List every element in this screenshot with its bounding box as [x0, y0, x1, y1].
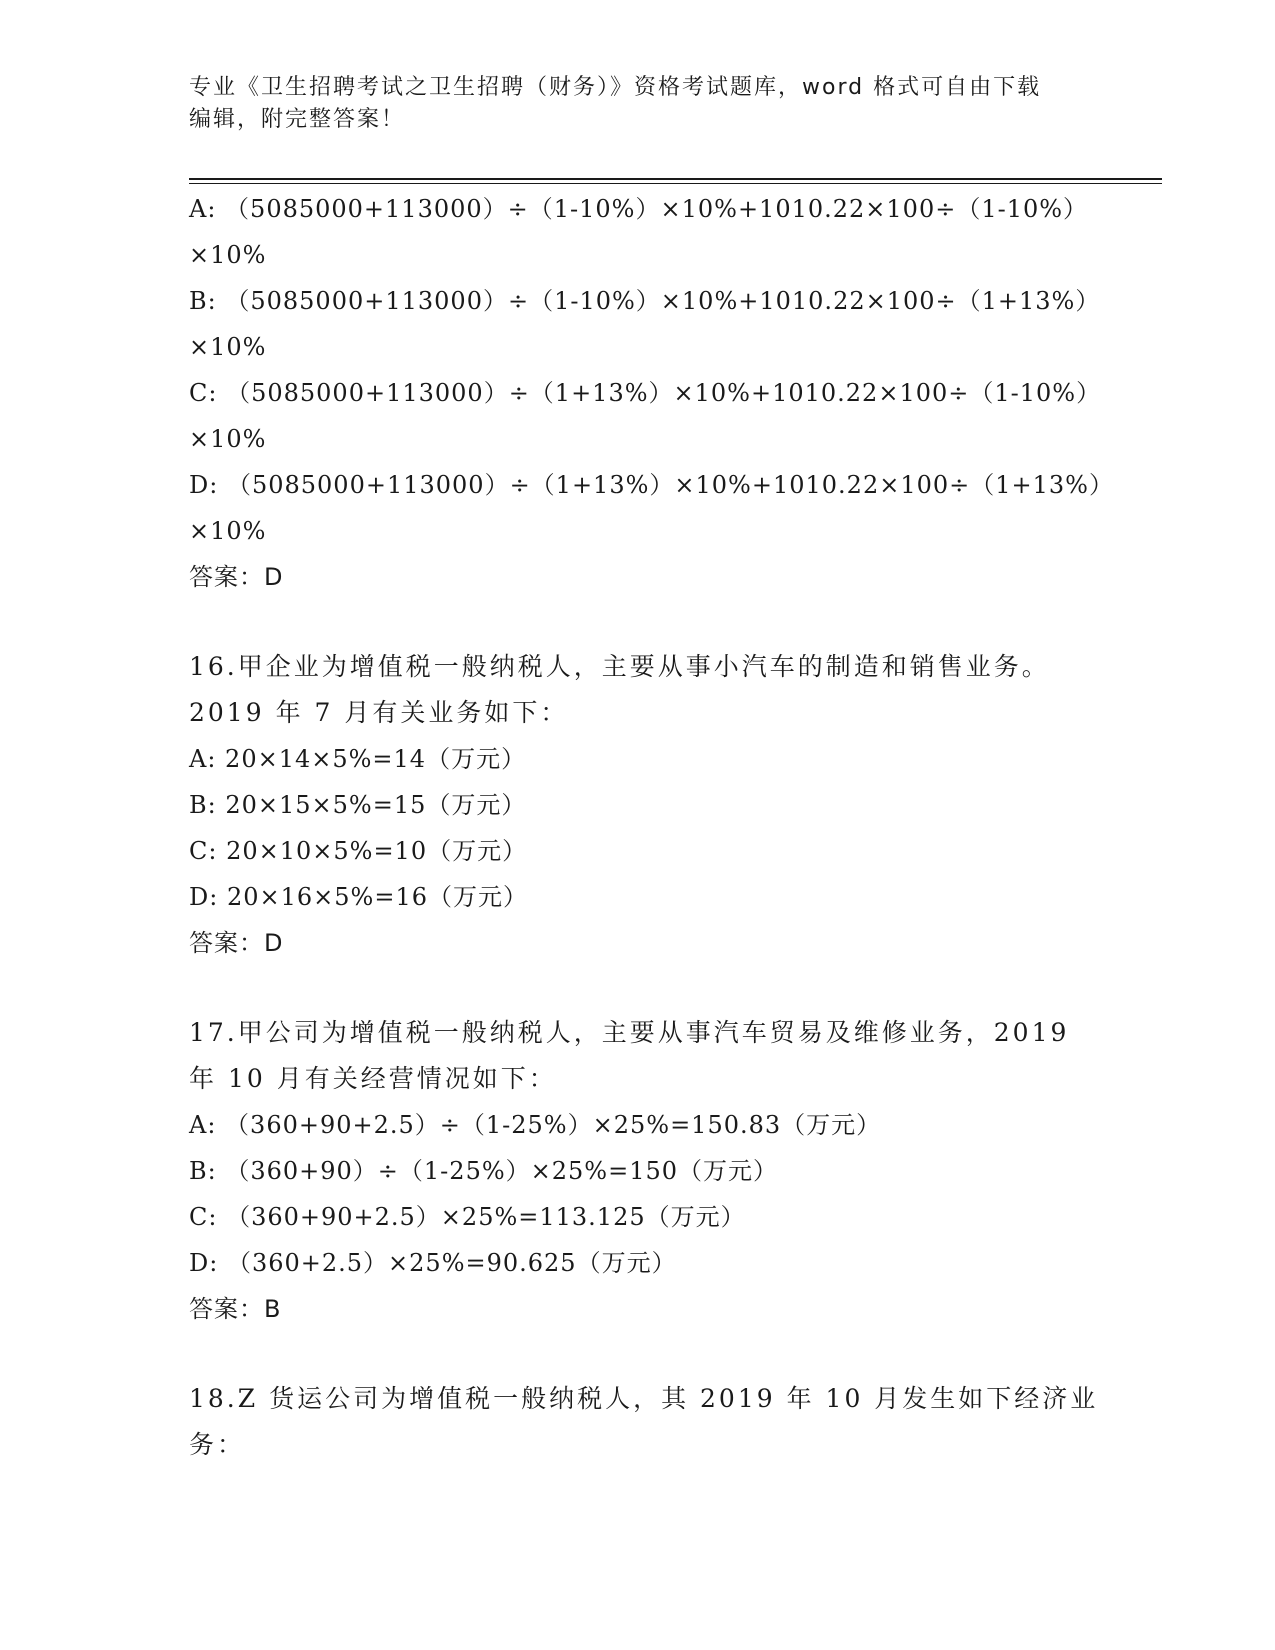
question-18 [189, 1376, 1099, 1468]
option-c-line-2: ×10% [189, 425, 267, 453]
answer-17: 答案：B [189, 1295, 282, 1323]
option-b: B: （360+90）÷（1-25%）×25%=150（万元） [189, 1157, 779, 1185]
option-b-line-2: ×10% [189, 333, 267, 361]
option-a-line-2: ×10% [189, 241, 267, 269]
document-header [189, 72, 1089, 136]
option-a: A: （360+90+2.5）÷（1-25%）×25%=150.83（万元） [189, 1111, 882, 1139]
option-a-line-1: A: （5085000+113000）÷（1-10%）×10%+1010.22×100÷（1-10%） [189, 195, 1089, 223]
option-d: D: 20×16×5%=16（万元） [189, 883, 528, 911]
option-d-line-2: ×10% [189, 517, 267, 545]
option-c-line-1: C: （5085000+113000）÷（1+13%）×10%+1010.22×100÷（1-10%） [189, 379, 1102, 407]
question-16 [189, 644, 1089, 966]
answer-15: 答案：D [189, 563, 284, 591]
header-rule-thick [189, 178, 1162, 180]
header-line-1: 专业《卫生招聘考试之卫生招聘（财务）》资格考试题库，word 格式可自由下载 [189, 75, 1042, 100]
header-rule-thin [189, 183, 1162, 184]
option-d: D: （360+2.5）×25%=90.625（万元） [189, 1249, 677, 1277]
document-body [189, 186, 1114, 1468]
answer-16: 答案：D [189, 929, 284, 957]
option-c: C: （360+90+2.5）×25%=113.125（万元） [189, 1203, 746, 1231]
option-b-line-1: B: （5085000+113000）÷（1-10%）×10%+1010.22×100÷（1+13%） [189, 287, 1101, 315]
question-17-title-line-1: 17.甲公司为增值税一般纳税人，主要从事汽车贸易及维修业务，2019 [189, 1018, 1070, 1047]
option-d-line-1: D: （5085000+113000）÷（1+13%）×10%+1010.22×100÷（1+13%） [189, 471, 1114, 499]
question-18-title-line-1: 18.Z 货运公司为增值税一般纳税人，其 2019 年 10 月发生如下经济业 [189, 1384, 1099, 1413]
header-line-2: 编辑，附完整答案！ [189, 107, 406, 132]
question-16-title-line-2: 2019 年 7 月有关业务如下： [189, 698, 569, 727]
question-17-title-line-2: 年 10 月有关经营情况如下： [189, 1064, 557, 1093]
question-16-title-line-1: 16.甲企业为增值税一般纳税人，主要从事小汽车的制造和销售业务。 [189, 652, 1050, 681]
option-a: A: 20×14×5%=14（万元） [189, 745, 527, 773]
option-b: B: 20×15×5%=15（万元） [189, 791, 527, 819]
question-18-title-line-2: 务： [189, 1430, 246, 1459]
question-15 [189, 186, 1114, 600]
question-17 [189, 1010, 1089, 1332]
option-c: C: 20×10×5%=10（万元） [189, 837, 528, 865]
